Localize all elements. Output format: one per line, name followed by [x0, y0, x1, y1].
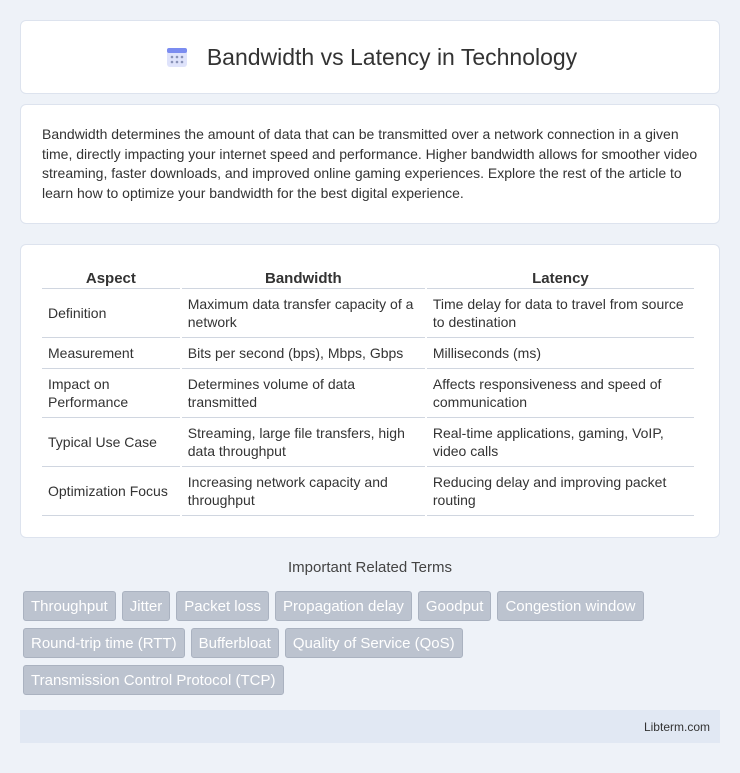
header-card	[20, 20, 720, 94]
tag-congestion-window[interactable]: Congestion window	[497, 591, 643, 621]
column-header-bandwidth: Bandwidth	[182, 265, 425, 289]
table-header-row	[42, 265, 694, 289]
table-cell: Definition	[42, 289, 180, 338]
table-cell: Milliseconds (ms)	[427, 338, 694, 369]
footer	[20, 710, 720, 743]
intro-paragraph: Bandwidth determines the amount of data that can be transmitted over a network connection in a given time, directly impacting your internet speed and performance. Higher bandwidth allows for smoother video streaming, faster downloads, and improved online gaming experiences. Explore the rest of the article to learn how to optimize your bandwidth for the best digital experience.	[42, 126, 698, 201]
table-cell: Typical Use Case	[42, 418, 180, 467]
tag-round-trip-time[interactable]: Round-trip time (RTT)	[23, 628, 185, 658]
table-row	[42, 467, 694, 516]
footer-site-link[interactable]: Libterm.com	[643, 719, 710, 734]
table-cell: Reducing delay and improving packet routing	[427, 467, 694, 516]
table-cell: Determines volume of data transmitted	[182, 369, 425, 418]
table-row	[42, 289, 694, 338]
tag-tcp[interactable]: Transmission Control Protocol (TCP)	[23, 665, 284, 695]
table-cell: Increasing network capacity and throughput	[182, 467, 425, 516]
table-cell: Maximum data transfer capacity of a network	[182, 289, 425, 338]
column-header-latency: Latency	[427, 265, 694, 289]
table-cell: Time delay for data to travel from source to destination	[427, 289, 694, 338]
column-header-aspect: Aspect	[42, 265, 180, 289]
table-cell: Impact on Performance	[42, 369, 180, 418]
table-cell: Optimization Focus	[42, 467, 180, 516]
comparison-card	[20, 244, 720, 538]
page-title: Bandwidth vs Latency in Technology	[206, 43, 578, 70]
tag-goodput[interactable]: Goodput	[418, 591, 492, 621]
tag-throughput[interactable]: Throughput	[23, 591, 116, 621]
table-cell: Streaming, large file transfers, high data throughput	[182, 418, 425, 467]
table-cell: Bits per second (bps), Mbps, Gbps	[182, 338, 425, 369]
tag-propagation-delay[interactable]: Propagation delay	[275, 591, 412, 621]
table-cell: Real-time applications, gaming, VoIP, video calls	[427, 418, 694, 467]
title-wrap	[163, 43, 577, 71]
tag-packet-loss[interactable]: Packet loss	[176, 591, 269, 621]
tag-bufferbloat[interactable]: Bufferbloat	[191, 628, 279, 658]
table-row	[42, 338, 694, 369]
tag-jitter[interactable]: Jitter	[122, 591, 171, 621]
table-cell: Affects responsiveness and speed of communication	[427, 369, 694, 418]
intro-card	[20, 104, 720, 224]
calendar-grid-icon	[163, 43, 191, 71]
comparison-table	[40, 265, 696, 516]
related-terms-tags	[23, 591, 723, 695]
tag-quality-of-service[interactable]: Quality of Service (QoS)	[285, 628, 463, 658]
table-row	[42, 418, 694, 467]
table-cell: Measurement	[42, 338, 180, 369]
table-row	[42, 369, 694, 418]
related-terms-title: Important Related Terms	[288, 559, 452, 576]
